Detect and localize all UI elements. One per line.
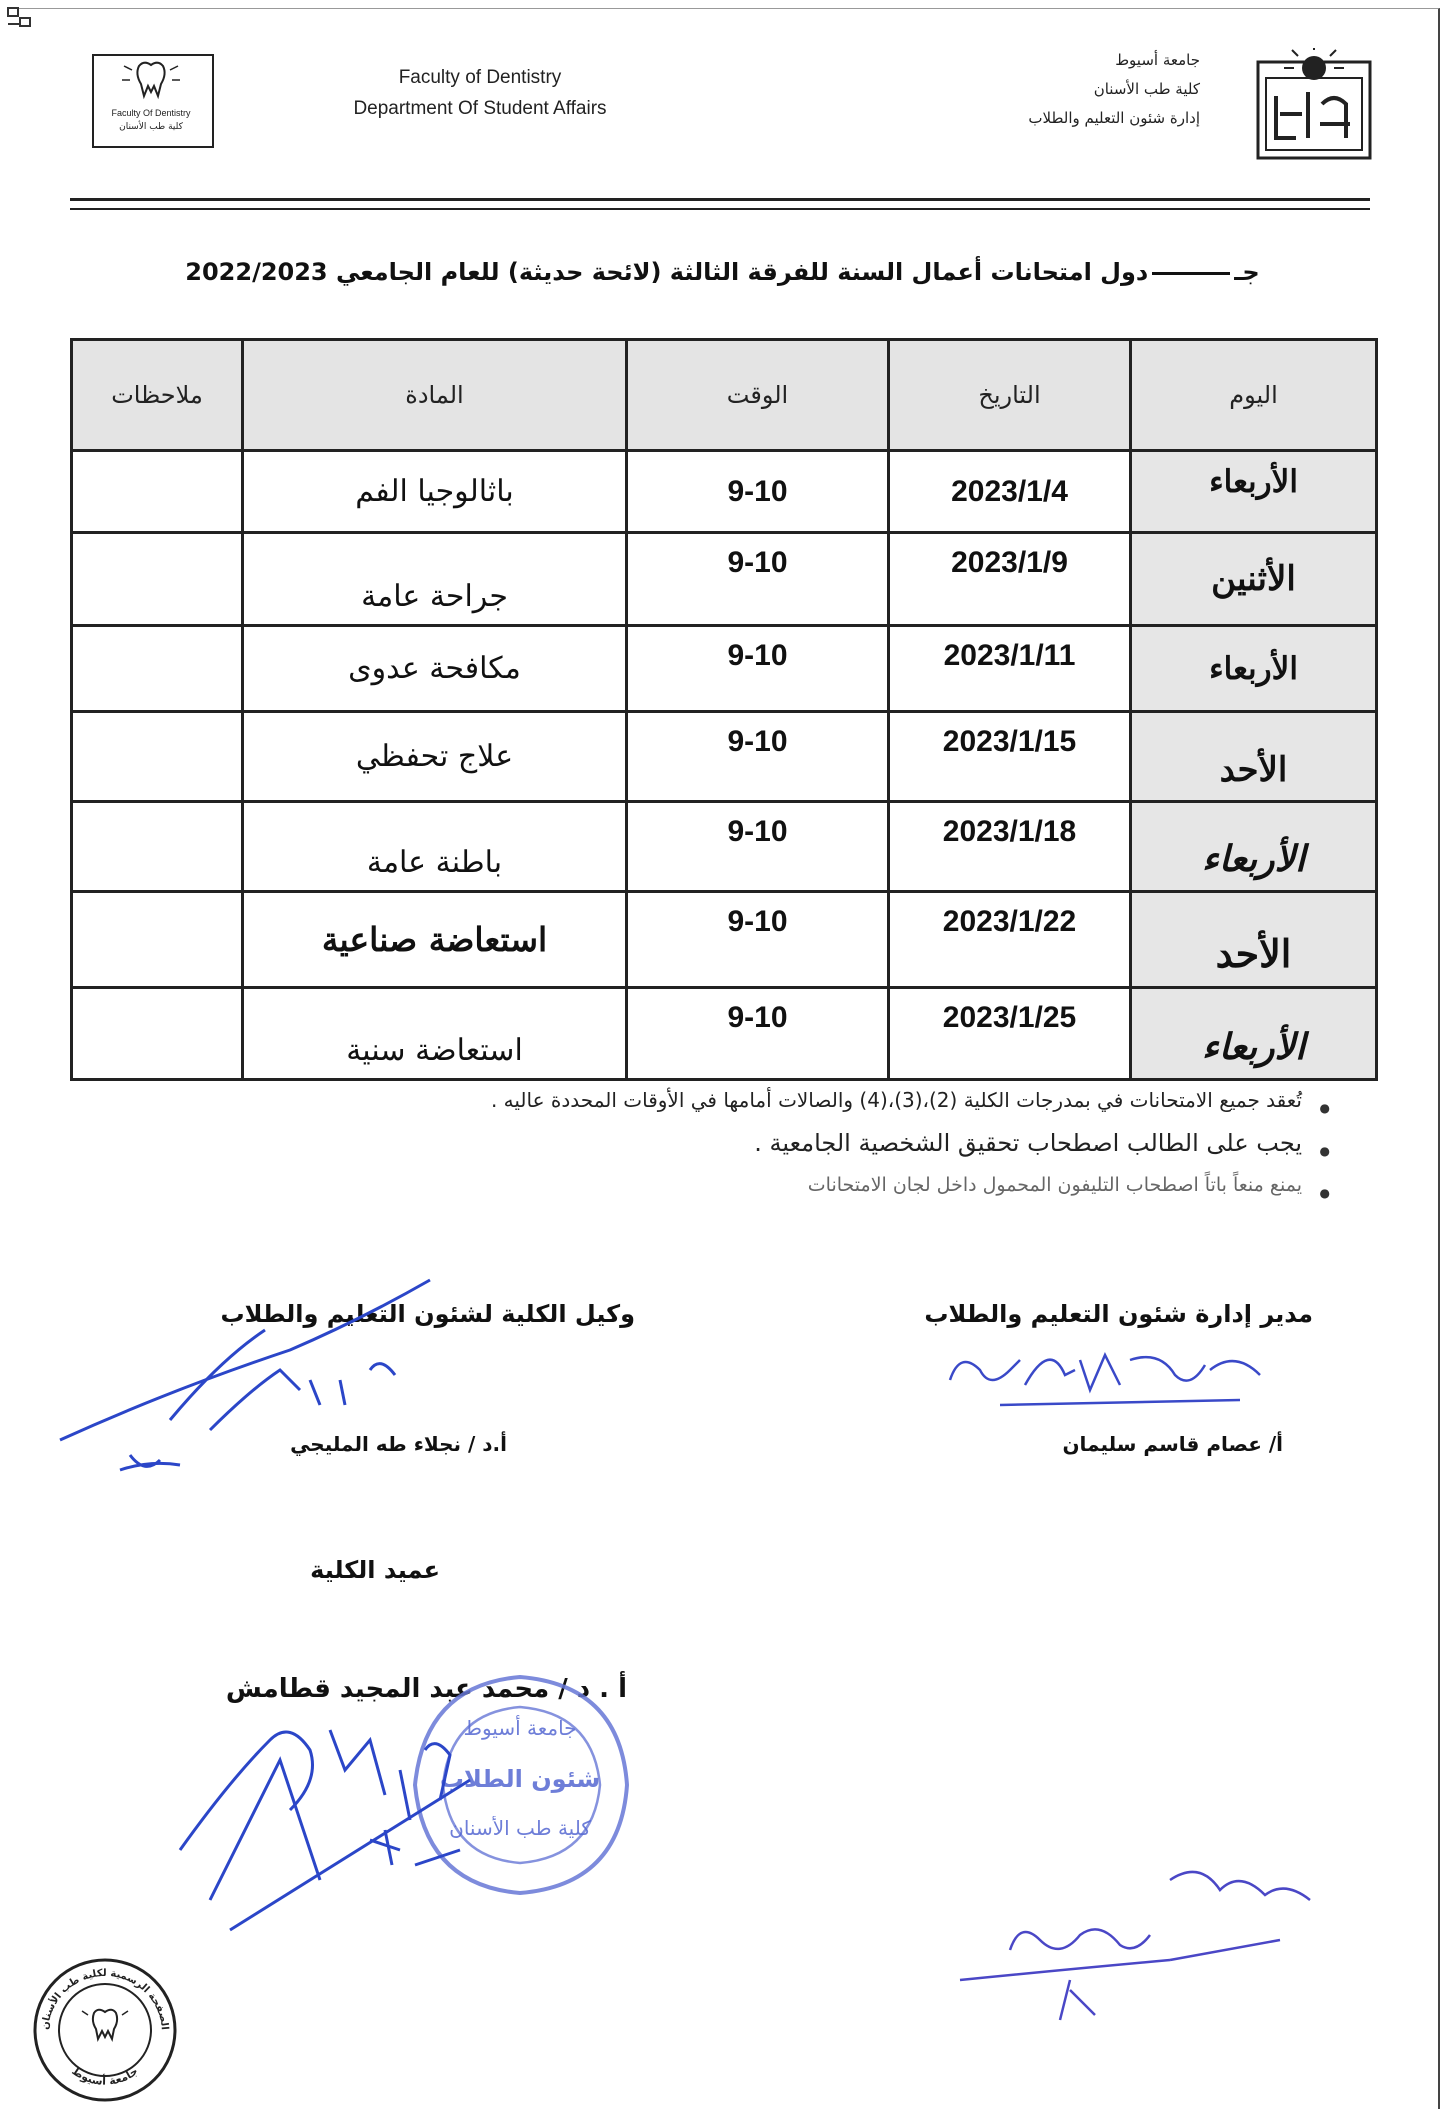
director-signature	[940, 1330, 1280, 1430]
svg-text:جامعة أسيوط	[70, 2064, 141, 2088]
dean-name: أ . د / محمد عبد المجيد قطامش	[225, 1674, 627, 1704]
department-name-english: Department Of Student Affairs	[353, 98, 607, 119]
row-notes	[72, 802, 243, 892]
row-day: الأحد	[1131, 892, 1377, 988]
table-row	[72, 802, 1377, 892]
row-notes	[72, 626, 243, 712]
table-row	[72, 451, 1377, 533]
row-time: 9-10	[627, 533, 889, 626]
note-item: ● يجب على الطالب اصطحاب تحقيق الشخصية الجامعية .	[300, 1118, 1330, 1168]
row-date: 2023/1/15	[889, 712, 1131, 802]
vice-dean-name: أ.د / نجلاء طه المليجي	[290, 1432, 507, 1456]
handwritten-note	[920, 1840, 1340, 2040]
stamp-arc-bottom-text: جامعة أسيوط	[69, 2064, 141, 2088]
row-time: 9-10	[627, 626, 889, 712]
row-day: الأربعاء	[1131, 802, 1377, 892]
faculty-logo-left	[92, 54, 214, 148]
dean-title: عميد الكلية	[310, 1556, 440, 1584]
table-row	[72, 712, 1377, 802]
student-affairs-director-title: مدير إدارة شئون التعليم والطلاب	[924, 1300, 1313, 1328]
row-subject: استعاضة سنية	[243, 988, 627, 1080]
table-row	[72, 892, 1377, 988]
university-logo-right	[1250, 48, 1378, 164]
row-subject: باثالوجيا الفم	[243, 451, 627, 533]
vice-dean-title: وكيل الكلية لشئون التعليم والطلاب	[220, 1300, 635, 1328]
table-row	[72, 533, 1377, 626]
title-dash	[1152, 272, 1230, 275]
row-day: الأربعاء	[1131, 451, 1377, 533]
corner-crop-mark	[6, 6, 42, 34]
row-time: 9-10	[627, 712, 889, 802]
row-subject: استعاضة صناعية	[243, 892, 627, 988]
row-time: 9-10	[627, 451, 889, 533]
header-divider-bottom	[70, 208, 1370, 210]
header-subject: المادة	[243, 340, 627, 451]
stamp-text-faculty: كلية طب الأسنان	[449, 1816, 591, 1840]
dean-signature	[170, 1700, 490, 1940]
exam-notes-list	[300, 1082, 1330, 1202]
official-page-stamp	[30, 1955, 180, 2105]
header-date: التاريخ	[889, 340, 1131, 451]
faculty-name-english: Faculty of Dentistry	[398, 67, 562, 88]
row-notes	[72, 892, 243, 988]
row-date: 2023/1/11	[889, 626, 1131, 712]
stamp-text-affairs: شئون الطلاب	[439, 1765, 601, 1793]
left-logo-english: Faculty Of Dentistry	[111, 108, 191, 118]
stamp-tooth-icon	[82, 2010, 128, 2039]
document-title	[150, 258, 1295, 286]
sun-emblem-icon	[1250, 48, 1378, 164]
table-row	[72, 626, 1377, 712]
row-date: 2023/1/25	[889, 988, 1131, 1080]
table-header-row	[72, 340, 1377, 451]
row-day: الأربعاء	[1131, 626, 1377, 712]
stamp-arc-top-text: الصفحة الرسمية لكلية طب الأسنان	[39, 1967, 170, 2031]
row-day: الأربعاء	[1131, 988, 1377, 1080]
row-date: 2023/1/4	[889, 451, 1131, 533]
header-time: الوقت	[627, 340, 889, 451]
row-subject: مكافحة عدوى	[243, 626, 627, 712]
department-name-arabic: إدارة شئون التعليم والطلاب	[1028, 109, 1200, 127]
row-day: الأحد	[1131, 712, 1377, 802]
table-row	[72, 988, 1377, 1080]
row-subject: باطنة عامة	[243, 802, 627, 892]
title-text: دول امتحانات أعمال السنة للفرقة الثالثة (لائحة حديثة) للعام الجامعي 2022/2023	[185, 258, 1149, 286]
stamp-text-university: جامعة أسيوط	[463, 1716, 577, 1740]
header-day: اليوم	[1131, 340, 1377, 451]
left-logo-arabic: كلية طب الأسنان	[119, 122, 183, 132]
row-date: 2023/1/9	[889, 533, 1131, 626]
row-time: 9-10	[627, 892, 889, 988]
exam-schedule-table	[70, 338, 1378, 1081]
title-prefix: جـ	[1234, 258, 1260, 286]
faculty-name-arabic: كلية طب الأسنان	[1093, 80, 1200, 98]
row-notes	[72, 712, 243, 802]
row-date: 2023/1/18	[889, 802, 1131, 892]
row-time: 9-10	[627, 802, 889, 892]
header-divider-top	[70, 198, 1370, 201]
row-time: 9-10	[627, 988, 889, 1080]
row-notes	[72, 533, 243, 626]
header-arabic	[980, 46, 1200, 133]
row-day: الأثنين	[1131, 533, 1377, 626]
director-name: أ/ عصام قاسم سليمان	[1062, 1432, 1283, 1456]
university-name-arabic: جامعة أسيوط	[1115, 51, 1200, 69]
row-subject: علاج تحفظي	[243, 712, 627, 802]
row-notes	[72, 988, 243, 1080]
row-notes	[72, 451, 243, 533]
note-item: ● يمنع منعاً باتاً اصطحاب التليفون المحمول داخل لجان الامتحانات	[300, 1168, 1330, 1202]
header-english	[300, 62, 660, 124]
row-date: 2023/1/22	[889, 892, 1131, 988]
header-notes: ملاحظات	[72, 340, 243, 451]
note-item: ● تُعقد جميع الامتحانات في بمدرجات الكلية (2)،(3)،(4) والصالات أمامها في الأوقات المحددة عاليه .	[300, 1082, 1330, 1118]
row-subject: جراحة عامة	[243, 533, 627, 626]
